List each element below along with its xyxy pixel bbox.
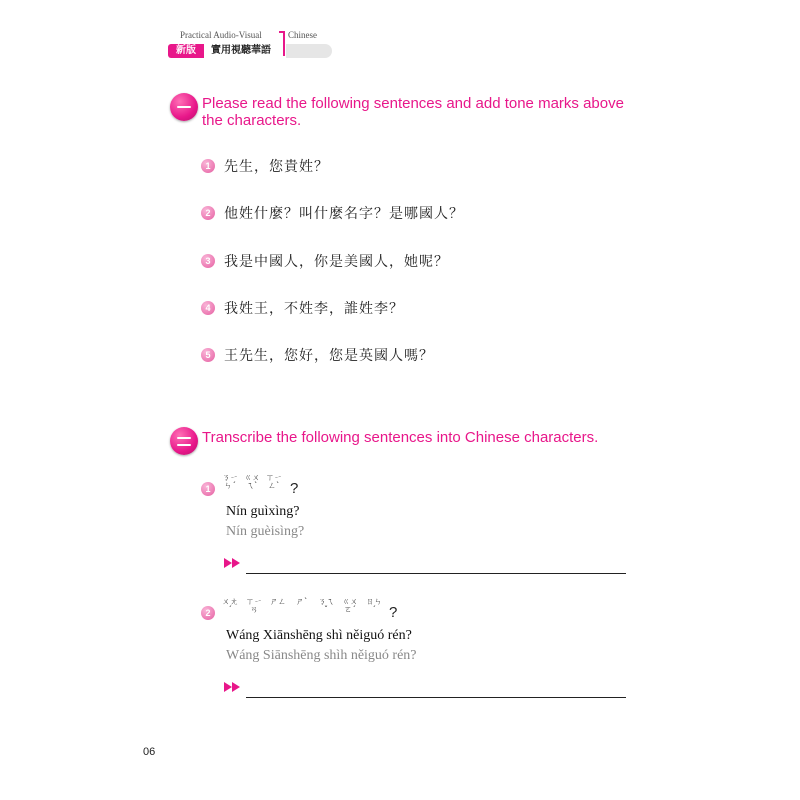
- question-mark: ?: [290, 480, 299, 497]
- new-edition-badge: 新版: [168, 44, 204, 58]
- zhuyin-syllable: ㄒㄧㄢ: [246, 597, 262, 614]
- sentence-text: 我是中國人，你是美國人，她呢？: [224, 254, 449, 270]
- zhuyin-syllable: ㄍㄨㄟˋ: [244, 473, 260, 490]
- header-title-en-right: Chinese: [288, 30, 317, 40]
- zhuyin-syllable: ㄋㄧㄣˊ: [222, 473, 238, 490]
- sentence-text: 我姓王，不姓李，誰姓李？: [224, 301, 404, 317]
- zhuyin-syllable: ㄍㄨㄛˊ: [342, 597, 358, 614]
- zhuyin-syllable: ㄕˋ: [296, 597, 308, 606]
- double-arrow-icon: [224, 682, 242, 692]
- romanization-text: Wáng Siānshēng shìh něiguó rén?: [226, 648, 417, 663]
- zhuyin-syllable: ㄒㄧㄥˋ: [266, 473, 282, 490]
- romanization-text: Nín guèisìng?: [226, 524, 305, 539]
- header-title-en-left: Practical Audio-Visual: [180, 30, 262, 40]
- zhuyin-syllable: ㄨㄤˊ: [222, 597, 238, 614]
- zhuyin-syllable: ㄋㄟˇ: [318, 597, 334, 614]
- double-arrow-icon: [224, 558, 242, 568]
- answer-line[interactable]: [246, 697, 626, 698]
- question-mark: ?: [389, 604, 398, 621]
- section-1-title: Please read the following sentences and add tone marks above the characters.: [202, 95, 624, 129]
- running-header: [168, 28, 328, 62]
- section-2-title: Transcribe the following sentences into Chinese characters.: [202, 429, 599, 446]
- answer-line[interactable]: [246, 573, 626, 574]
- sentence-text: 他姓什麼？叫什麼名字？是哪國人？: [224, 206, 464, 222]
- item-number: 2: [201, 606, 215, 620]
- pinyin-text: Wáng Xiānshēng shì něiguó rén?: [226, 628, 412, 643]
- sentence-text: 王先生，您好，您是英國人嗎？: [224, 348, 434, 364]
- pinyin-text: Nín guìxìng?: [226, 504, 300, 519]
- volume-one-mark: [278, 30, 285, 56]
- item-number: 1: [201, 482, 215, 496]
- header-decor-pill: [286, 44, 332, 58]
- zhuyin-syllable: ㄕㄥ: [270, 597, 286, 606]
- item-number: 2: [201, 206, 215, 220]
- page-number: 06: [143, 746, 156, 758]
- section-2-badge-icon: [170, 427, 198, 455]
- section-1-badge-icon: [170, 93, 198, 121]
- sentence-text: 先生，您貴姓？: [224, 159, 329, 175]
- item-number: 3: [201, 254, 215, 268]
- zhuyin-syllable: ㄖㄣˊ: [366, 597, 382, 614]
- item-number: 1: [201, 159, 215, 173]
- header-title-cn: 實用視聽華語: [211, 45, 271, 56]
- item-number: 4: [201, 301, 215, 315]
- item-number: 5: [201, 348, 215, 362]
